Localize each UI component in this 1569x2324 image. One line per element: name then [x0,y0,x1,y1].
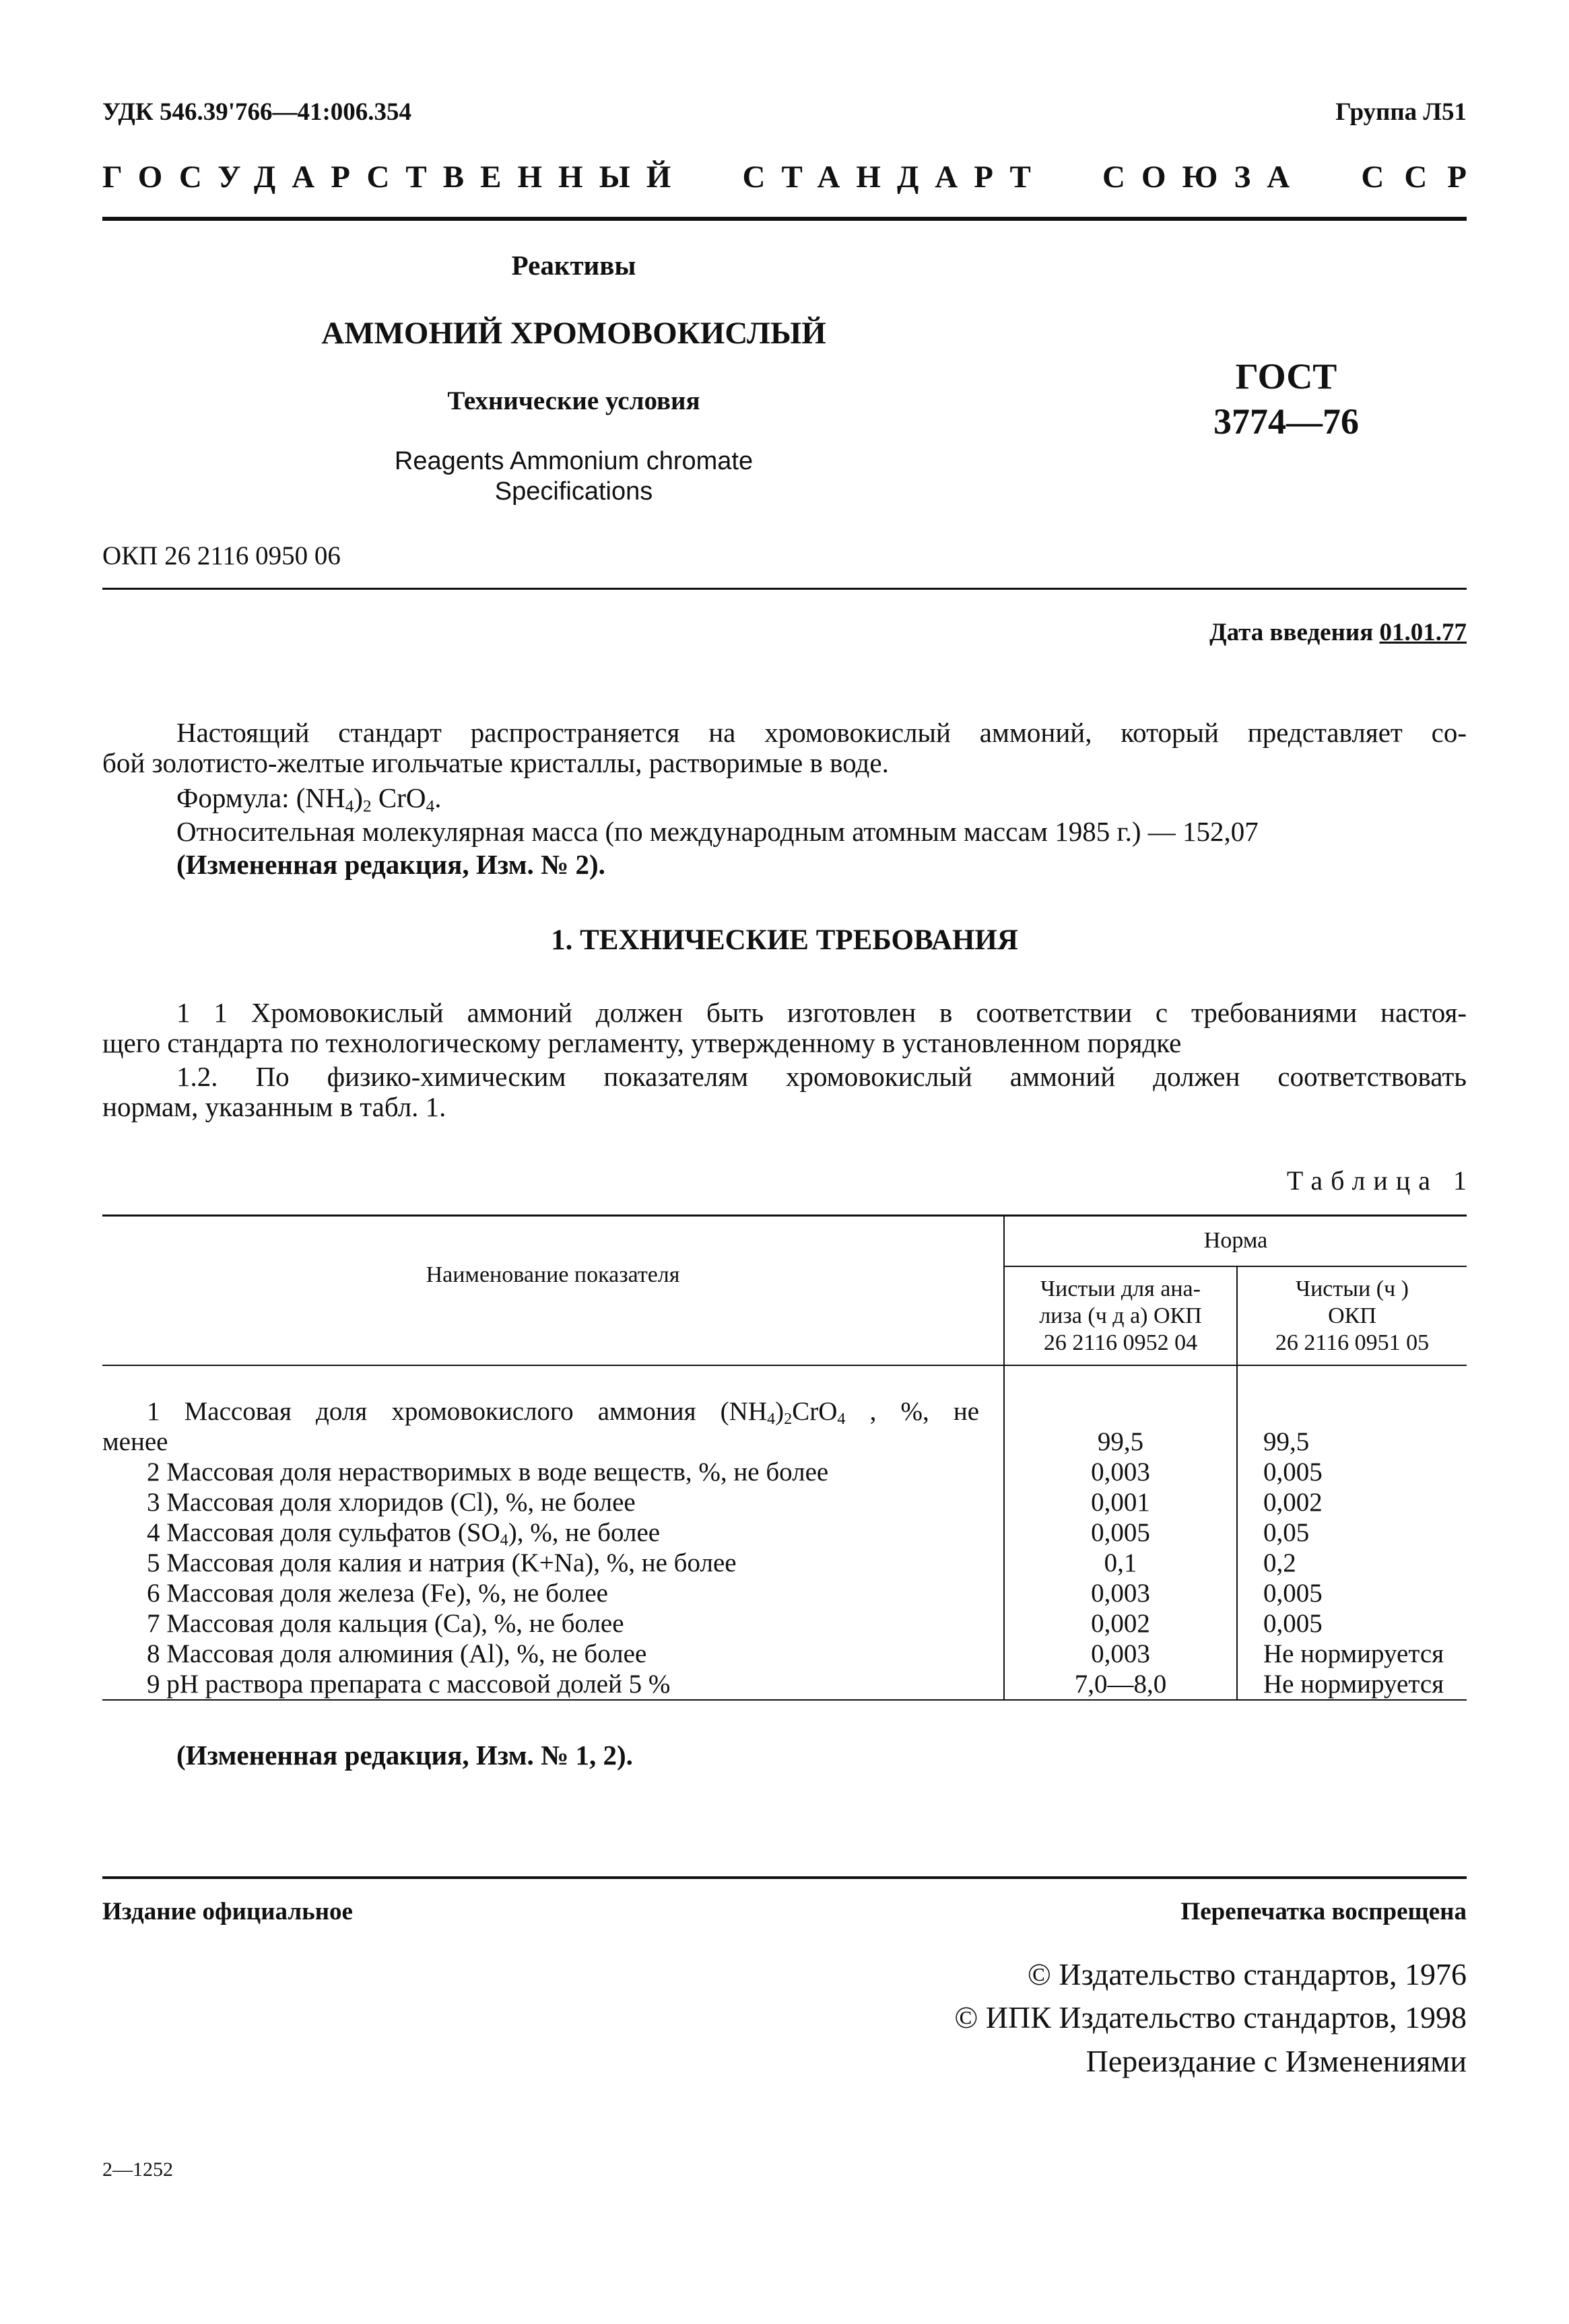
table-row [102,1608,1467,1639]
table-amendment: (Измененная редакция, Изм. № 1, 2). [176,1740,633,1771]
table-row [102,1487,1467,1517]
page-code: 2—1252 [102,2158,173,2181]
udc-code: УДК 546.39'766—41:006.354 [102,98,412,126]
section-heading: 1. ТЕХНИЧЕСКИЕ ТРЕБОВАНИЯ [551,924,1018,956]
formula-line [102,782,1467,816]
row-indicator-name: 7 Массовая доля кальция (Ca), %, не более [147,1609,624,1638]
document-title: АММОНИЙ ХРОМОВОКИСЛЫЙ [321,316,826,351]
row-indicator-name: 8 Массовая доля алюминия (Al), %, не более [147,1639,647,1668]
intro-amendment: (Измененная редакция, Изм. № 2). [176,849,605,880]
clause-1-1-line2: щего стандарта по технологическому регламенту, утвержденному в установленном порядке [102,1027,1182,1058]
copyright-1998: © ИПК Издательство стандартов, 1998 [954,2000,1467,2035]
row-value-pure-for-analysis: 0,003 [1004,1639,1237,1669]
banner-word-standard: СТАНДАРТ [742,160,1047,195]
gost-number: 3774—76 [1213,401,1359,442]
gost-label: ГОСТ [1235,356,1337,397]
row-value-pure-for-analysis: 0,003 [1004,1457,1237,1487]
column-header-name: Наименование показателя [426,1262,680,1287]
row-value-pure: 0,002 [1237,1487,1467,1517]
reissue-note: Переиздание с Изменениями [1086,2044,1467,2078]
intro-date-value: 01.01.77 [1379,619,1467,646]
intro-paragraph-line1: Настоящий стандарт распространяется на хромовокислый аммоний, который представляет со- [176,717,1467,748]
formula-label: Формула: [176,782,290,813]
row-value-pure: 0,005 [1237,1457,1467,1487]
molecular-mass: Относительная молекулярная масса (по международным атомным массам 1985 г.) — 152,07 [176,816,1259,847]
table-row [102,1457,1467,1487]
row-indicator-name: 5 Массовая доля калия и натрия (K+Na), %, не более [147,1548,737,1577]
header-divider [102,217,1467,221]
column-header-pure: Чистыи (ч ) ОКП 26 2116 0951 05 [1237,1266,1467,1365]
row-indicator-name: 1 Массовая доля хромовокислого аммония $(NH_4)_2CrO_4$ , %, не менее [102,1397,980,1456]
intro-date-label: Дата введения [1209,619,1374,646]
row-value-pure-for-analysis: 0,002 [1004,1608,1237,1639]
clause-1-1-line1: 1 1 Хромовокислый аммоний должен быть изготовлен в соответствии с требованиями настоя- [176,997,1467,1028]
document-category: Реактивы [511,250,636,281]
column-header-pure-for-analysis: Чистыи для ана- лиза (ч д а) ОКП 26 2116 0952 04 [1004,1266,1237,1365]
row-value-pure-for-analysis: 0,003 [1004,1578,1237,1608]
row-indicator-name: 2 Массовая доля нерастворимых в воде веществ, %, не более [147,1458,829,1486]
banner-word-ussr: ССР [1361,160,1487,195]
row-value-pure: 0,005 [1237,1608,1467,1639]
clause-1-2-line1: 1.2. По физико-химическим показателям хромовокислый аммоний должен соответствовать [176,1061,1467,1092]
table-row [102,1365,1467,1457]
banner-word-union: СОЮЗА [1102,160,1306,195]
footer-divider [102,1876,1467,1879]
row-indicator-name: 6 Массовая доля железа (Fe), %, не более [147,1579,608,1608]
row-value-pure: 0,005 [1237,1578,1467,1608]
row-value-pure: 0,05 [1237,1517,1467,1548]
row-indicator-name: 4 Массовая доля сульфатов $(SO_4)$, %, не более [147,1518,661,1550]
table-row [102,1578,1467,1608]
row-value-pure-for-analysis: 0,001 [1004,1487,1237,1517]
requirements-table [102,1216,1467,1701]
row-value-pure: 0,2 [1237,1548,1467,1578]
column-header-norm: Норма [1004,1216,1467,1266]
intro-date [1209,618,1467,647]
row-value-pure-for-analysis: 0,1 [1004,1548,1237,1578]
intro-paragraph-line2: бой золотисто-желтые игольчатые кристаллы, растворимые в воде. [102,747,889,778]
formula: $(NH_4)_2$ CrO$_4$. [296,782,442,816]
row-indicator-name: 3 Массовая доля хлоридов (Cl), %, не более [147,1488,636,1517]
row-value-pure: Не нормируется [1237,1669,1467,1700]
table-row [102,1517,1467,1548]
row-value-pure-for-analysis: 0,005 [1004,1517,1237,1548]
official-edition: Издание официальное [102,1898,353,1925]
copyright-1976: © Издательство стандартов, 1976 [1027,1957,1467,1991]
document-subtitle: Технические условия [447,386,700,415]
table-row [102,1639,1467,1669]
english-title-line1: Reagents Ammonium chromate [394,447,754,475]
reprint-prohibited: Перепечатка воспрещена [1180,1898,1467,1925]
table-row [102,1548,1467,1578]
title-divider [102,588,1467,590]
row-indicator-name: 9 pH раствора препарата с массовой долей 5 % [147,1670,671,1699]
table-caption: Таблица 1 [1286,1165,1475,1196]
okp-code: ОКП 26 2116 0950 06 [102,541,341,570]
group-code: Группа Л51 [1335,98,1467,126]
row-value-pure: 99,5 [1237,1365,1467,1457]
row-value-pure-for-analysis: 7,0—8,0 [1004,1669,1237,1700]
row-value-pure: Не нормируется [1237,1639,1467,1669]
table-row [102,1669,1467,1700]
banner-word-state: ГОСУДАРСТВЕННЫЙ [102,160,688,195]
state-standard-banner [102,159,1487,195]
clause-1-2-line2: нормам, указанным в табл. 1. [102,1091,446,1122]
row-value-pure-for-analysis: 99,5 [1004,1365,1237,1457]
english-title-line2: Specifications [494,477,653,506]
